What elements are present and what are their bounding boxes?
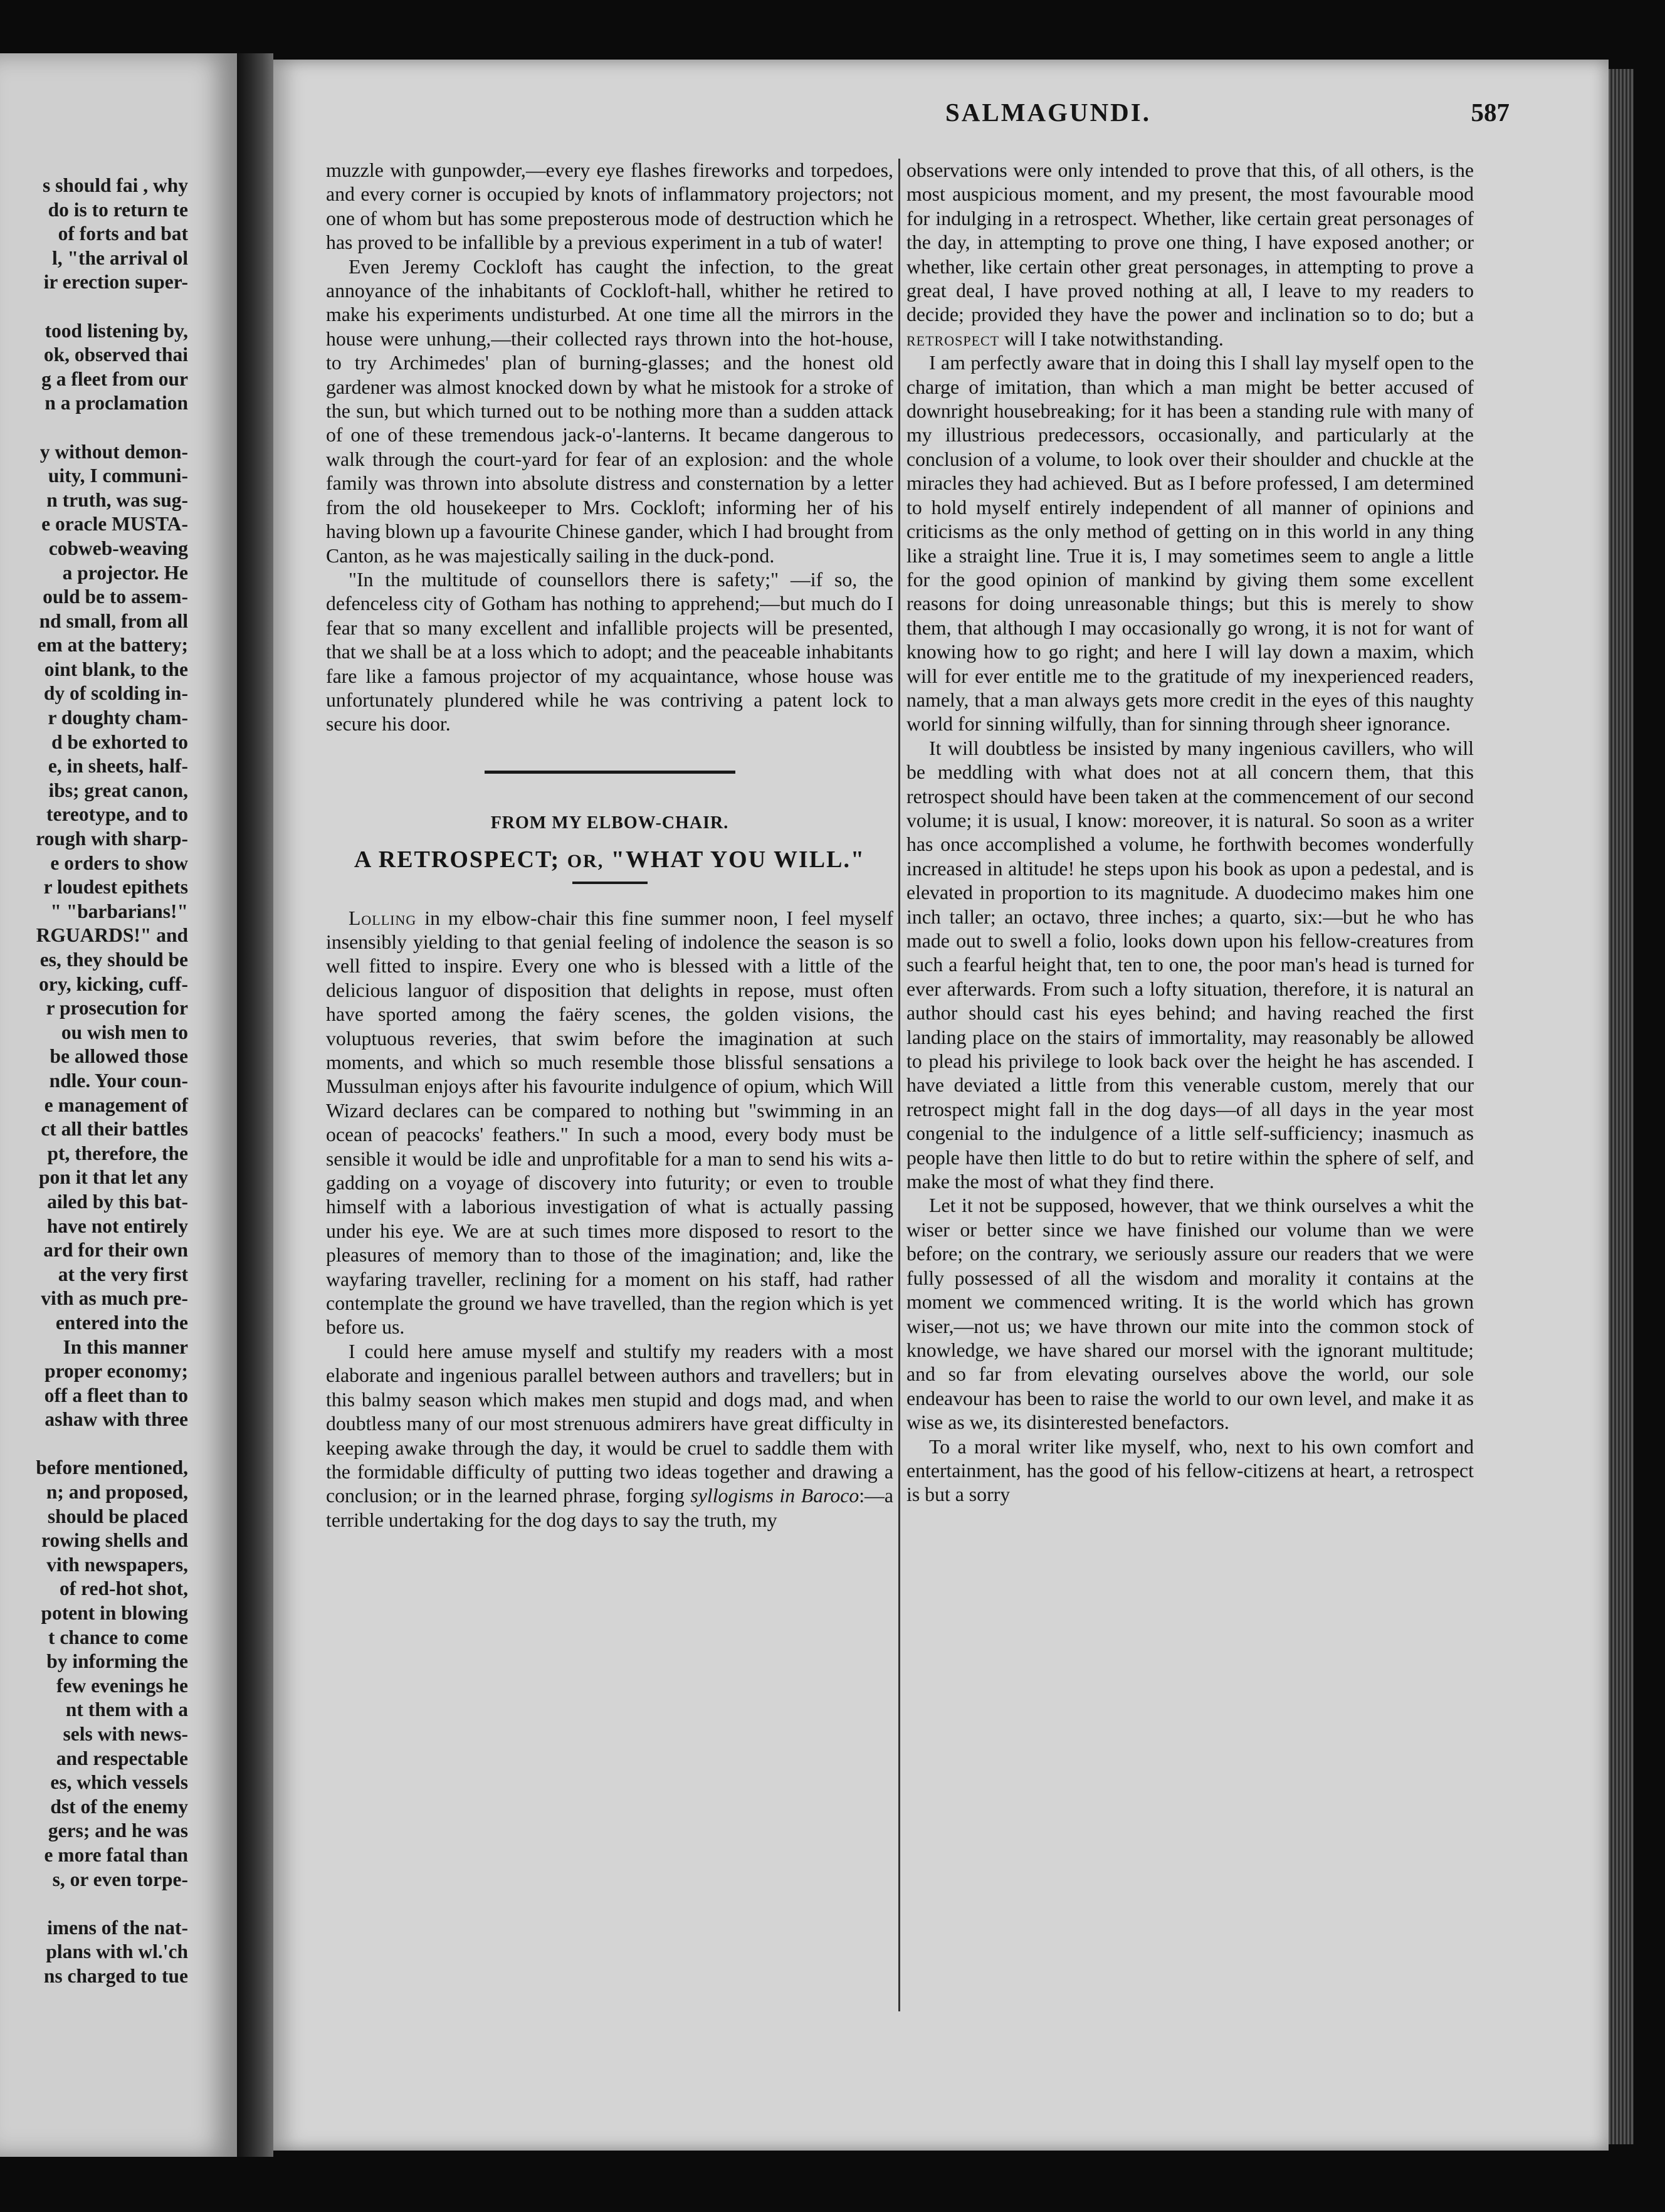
fragment-line: n truth, was sug-	[46, 488, 188, 511]
fragment-line: a projector. He	[62, 561, 188, 584]
fragment-line: gers; and he was	[48, 1820, 188, 1842]
paragraph	[906, 159, 1474, 351]
fragment-line: at the very first	[58, 1263, 188, 1285]
fragment-line: r loudest epithets	[43, 876, 188, 898]
fragment-line: s, or even torpe-	[52, 1868, 188, 1890]
paragraph-text: I could here amuse myself and stultify my readers with a most elaborate and ingenious parallel between authors and travellers; but in this balmy season which makes men stupid and dogs mad, and when doubtless many of our most strenuous admirers have great difficulty in keeping awake through the day, it would be cruel to saddle them with the formidable difficulty of putting two ideas together and drawing a conclusion; or in the learned phrase, forging	[326, 1340, 893, 1507]
paragraph-text: in my elbow-chair this fine summer noon, I feel myself insensibly yielding to that genial feeling of indolence the season is so well fitted to inspire. Every one who is blessed with a little of the delicious languor of disposition that delights in repose, must often have sported among the faëry scenes, the golden visions, the voluptuous reveries, that swim before the imagination at such moments, and which so much resemble those blissful sensations a Mussulman enjoys after his favourite indulgence of opium, which Will Wizard declares can be compared to nothing but "swimming in an ocean of peacocks' feathers." In such a mood, every body must be sensible it would be idle and unprofitable for a man to send his wits a-gadding on a voyage of discovery into futurity; or even to trouble himself with a laborious investigation of what is actually passing under his eye. We are at such times more disposed to resort to the pleasures of memory than to those of the imagination; and, like the wayfaring traveller, reclining for a moment on his staff, had rather contemplate the ground we have travelled, than the region which is yet before us.	[326, 907, 893, 1339]
fragment-line: e oracle MUSTA-	[41, 513, 188, 535]
fragment-line: tood listening by,	[45, 319, 188, 342]
fragment-line: of forts and bat	[58, 223, 188, 245]
fragment-line: be allowed those	[50, 1045, 188, 1068]
fragment-line: " "barbarians!"	[50, 900, 188, 922]
fragment-line: and respectable	[56, 1747, 188, 1769]
fragment-line: ir erection super-	[43, 271, 188, 293]
paragraph	[326, 907, 893, 1340]
paragraph: I am perfectly aware that in doing this I shall lay myself open to the charge of imitation, than which a man might be better accused of downright housebreaking; for it has been a standing rule with many of my illustrious predecessors, occasionally, and particularly at the conclusion of a volume, to look over their shoulder and chuckle at the miracles they had achieved. But as I before professed, I am determined to hold myself entirely independent of all manner of opinions and criticisms as the only method of getting on in this world in any thing like a straight line. True it is, I may sometimes seem to angle a little for the good opinion of mankind by giving them some excellent reasons for doing unreasonable things; but this is merely to show them, that although I may occasionally go wrong, it is not for want of knowing how to go right; and here I will lay down a maxim, which will for ever entitle me to the gratitude of my inexperienced readers, namely, that a man always gets more credit in the eyes of this naughty world for sinning wilfully, than for sinning through sheer ignorance.	[906, 352, 1474, 735]
paragraph: To a moral writer like myself, who, next to his own comfort and entertainment, has the good of his fellow-citizens at heart, a retrospect is but a sorry	[906, 1435, 1474, 1506]
fragment-gap	[0, 416, 188, 440]
fragment-line: RGUARDS!" and	[36, 924, 188, 947]
fragment-line: ct all their battles	[41, 1118, 188, 1140]
fragment-line: pt, therefore, the	[47, 1142, 188, 1164]
fragment-gap	[0, 1892, 188, 1916]
title-rule	[572, 882, 648, 884]
paragraph: muzzle with gunpowder,—every eye flashes fireworks and torpedoes, and every corner is occupied by knots of inflammatory projectors; not one of whom but has some preposterous mode of destruction which he has proved to be infallible by a previous experiment in a tub of water!	[326, 159, 893, 254]
fragment-line: dst of the enemy	[50, 1795, 188, 1818]
page-edges	[1609, 69, 1634, 2144]
fragment-line: off a fleet than to	[44, 1384, 188, 1406]
fragment-line: plans with wl.'ch	[46, 1941, 188, 1963]
fragment-line: vith newspapers,	[46, 1553, 188, 1576]
fragment-line: n a proclamation	[45, 392, 188, 414]
fragment-line: should be placed	[47, 1505, 188, 1527]
fragment-line: nt them with a	[65, 1698, 188, 1721]
paragraph-text: :—a terrible undertaking for the dog days to say the truth, my	[326, 1485, 893, 1531]
fragment-line: do is to return te	[48, 198, 188, 221]
fragment-gap	[0, 1432, 188, 1456]
previous-page-fragment	[0, 53, 237, 2157]
fragment-line: ould be to assem-	[43, 586, 188, 608]
paragraph: It will doubtless be insisted by many ingenious cavillers, who will be meddling with what does not at all concern them, that this retrospect should have been taken at the commencement of our second volume; it is usual, I know: moreover, it is natural. So soon as a writer has once accomplished a volume, he forthwith becomes wonderfully increased in altitude! he steps upon his book as upon a pedestal, and is elevated in proportion to its magnitude. A duodecimo makes him one inch taller; an octavo, three inches; a quarto, six:—but he who has made out to swell a folio, looks down upon his fellow-creatures from such a fearful height that, ten to one, the poor man's head is turned for ever afterwards. From such a lofty situation, therefore, it is natural an author should cast his eyes behind; and having reached the first landing place on the stairs of immortality, may reasonably be allowed to plead his privilege to look back over the height he has ascended. I have deviated a little from this venerable custom, merely that our retrospect might fall in the dog days—of all days in the year most congenial to the indulgence of a little self-sufficiency; inasmuch as people have then little to do but to retire within the sphere of self, and make the most of what they find there.	[906, 737, 1474, 1193]
fragment-line: es, they should be	[39, 949, 188, 971]
fragment-line: of red-hot shot,	[59, 1577, 188, 1600]
fragment-line: r doughty cham-	[48, 707, 188, 729]
fragment-line: es, which vessels	[50, 1771, 188, 1794]
fragment-line: rowing shells and	[41, 1529, 188, 1552]
fragment-line: nd small, from all	[39, 609, 188, 632]
fragment-line: ndle. Your coun-	[49, 1069, 188, 1092]
fragment-line: entered into the	[55, 1311, 188, 1334]
fragment-line: pon it that let any	[38, 1166, 188, 1189]
fragment-line: oint blank, to the	[44, 658, 188, 680]
paragraph: Let it not be supposed, however, that we think ourselves a whit the wiser or better since we have finished our volume than we were before; on the contrary, we seriously assure our readers that we were fully possessed of all the wisdom and morality it contains at the moment we commenced writing. It is the world which has grown wiser,—not us; we have thrown our mite into the common stock of knowledge, we have shared our morsel with the ignorant multitude; and so far from elevating ourselves above the world, our sole endeavour has been to raise the world to our own level, and make it as wise as we, its disinterested benefactors.	[906, 1194, 1474, 1434]
essay-title-main: A RETROSPECT;	[354, 846, 560, 873]
section-label: FROM MY ELBOW-CHAIR.	[490, 813, 729, 833]
essay-title	[326, 848, 893, 873]
fragment-line: rough with sharp-	[36, 828, 188, 850]
fragment-line: e more fatal than	[44, 1843, 188, 1866]
fragment-line: imens of the nat-	[47, 1916, 188, 1939]
fragment-line: sels with news-	[63, 1723, 188, 1745]
fragment-line: ou wish men to	[61, 1021, 188, 1043]
fragment-line: by informing the	[46, 1650, 188, 1673]
paragraph: Even Jeremy Cockloft has caught the infection, to the great annoyance of the inhabitants of Cockloft-hall, whither he retired to make his experiments undisturbed. At one time all the mirrors in the house were unhung,—their collected rays thrown into the hot-house, to try Archimedes' plan of burning-glasses; and the honest old gardener was almost knocked down by what he mistook for a stroke of the sun, but which turned out to be nothing more than a sudden attack of one of these tremendous jack-o'-lanterns. It became dangerous to walk through the court-yard for fear of an explosion: and the whole family was thrown into absolute distress and consternation by a letter from the old housekeeper to Mrs. Cockloft; informing her of his having blown up a favourite Chinese gander, which I had brought from Canton, as he was majestically sailing in the duck-pond.	[326, 255, 893, 567]
fragment-line: ashaw with three	[45, 1408, 188, 1431]
fragment-line: dy of scolding in-	[43, 682, 188, 705]
page-number: 587	[1471, 98, 1510, 127]
fragment-line: ok, observed thai	[43, 344, 188, 366]
fragment-line: uity, I communi-	[48, 465, 188, 487]
fragment-line: e orders to show	[50, 851, 188, 874]
fragment-line: cobweb-weaving	[48, 537, 188, 559]
lead-word: Lolling	[349, 907, 417, 929]
fragment-line: r prosecution for	[46, 997, 188, 1019]
fragment-line: ibs; great canon,	[48, 779, 188, 801]
fragment-line: s should fai , why	[43, 174, 188, 196]
running-title: SALMAGUNDI.	[945, 98, 1151, 127]
fragment-line: e, in sheets, half-	[48, 755, 188, 777]
right-column	[906, 159, 1474, 1507]
fragment-line: tereotype, and to	[46, 803, 188, 826]
section-rule	[485, 771, 735, 774]
paragraph-text: will I take notwithstanding.	[999, 327, 1224, 350]
paragraph	[326, 1340, 893, 1532]
fragment-line: em at the battery;	[37, 634, 188, 656]
previous-page-text	[0, 174, 188, 1989]
fragment-line: l, "the arrival ol	[52, 246, 188, 269]
essay-title-or: OR,	[567, 851, 604, 872]
small-caps-word: retrospect	[906, 327, 1000, 350]
fragment-line: ory, kicking, cuff-	[38, 972, 188, 995]
left-column	[326, 159, 893, 1532]
fragment-line: g a fleet from our	[41, 367, 188, 390]
fragment-line: t chance to come	[48, 1626, 188, 1648]
column-divider	[898, 159, 900, 2011]
fragment-line: ard for their own	[43, 1239, 188, 1261]
paragraph-text: observations were only intended to prove that this, of all others, is the most auspicious moment, and my present, the most favourable mood for indulging in a retrospect. Whether, like certain great personages of the day, in attempting to prove one thing, I have exposed another; or whether, like certain other great personages, in attempting to prove a great deal, I have proved nothing at all, I leave to my readers to decide; provided they have the power and inclination so to do; but a	[906, 159, 1474, 326]
fragment-line: proper economy;	[45, 1360, 188, 1382]
fragment-line: In this manner	[63, 1335, 188, 1358]
fragment-line: ailed by this bat-	[47, 1190, 188, 1213]
fragment-line: y without demon-	[39, 440, 188, 463]
book-gutter	[237, 53, 273, 2157]
fragment-line: potent in blowing	[41, 1602, 188, 1625]
fragment-line: have not entirely	[46, 1214, 188, 1237]
italic-phrase: syllogisms in Baroco	[690, 1485, 859, 1507]
fragment-line: ns charged to tue	[43, 1964, 188, 1987]
fragment-line: n; and proposed,	[46, 1481, 188, 1504]
fragment-line: vith as much pre-	[41, 1287, 188, 1310]
essay-title-sub: "WHAT YOU WILL."	[611, 846, 866, 873]
fragment-gap	[0, 295, 188, 319]
book-page	[273, 60, 1609, 2151]
fragment-line: few evenings he	[56, 1674, 188, 1697]
paragraph: "In the multitude of counsellors there is safety;" —if so, the defenceless city of Gotham has nothing to apprehend;—but much do I fear that so many excellent and infallible projects will be presented, that we shall be at a loss which to adopt; and the peaceable inhabitants fare like a famous projector of my acquaintance, whose house was unfortunately plundered while he was contriving a patent lock to secure his door.	[326, 568, 893, 735]
fragment-line: d be exhorted to	[51, 730, 188, 753]
fragment-line: e management of	[44, 1093, 188, 1116]
fragment-line: before mentioned,	[36, 1456, 188, 1479]
